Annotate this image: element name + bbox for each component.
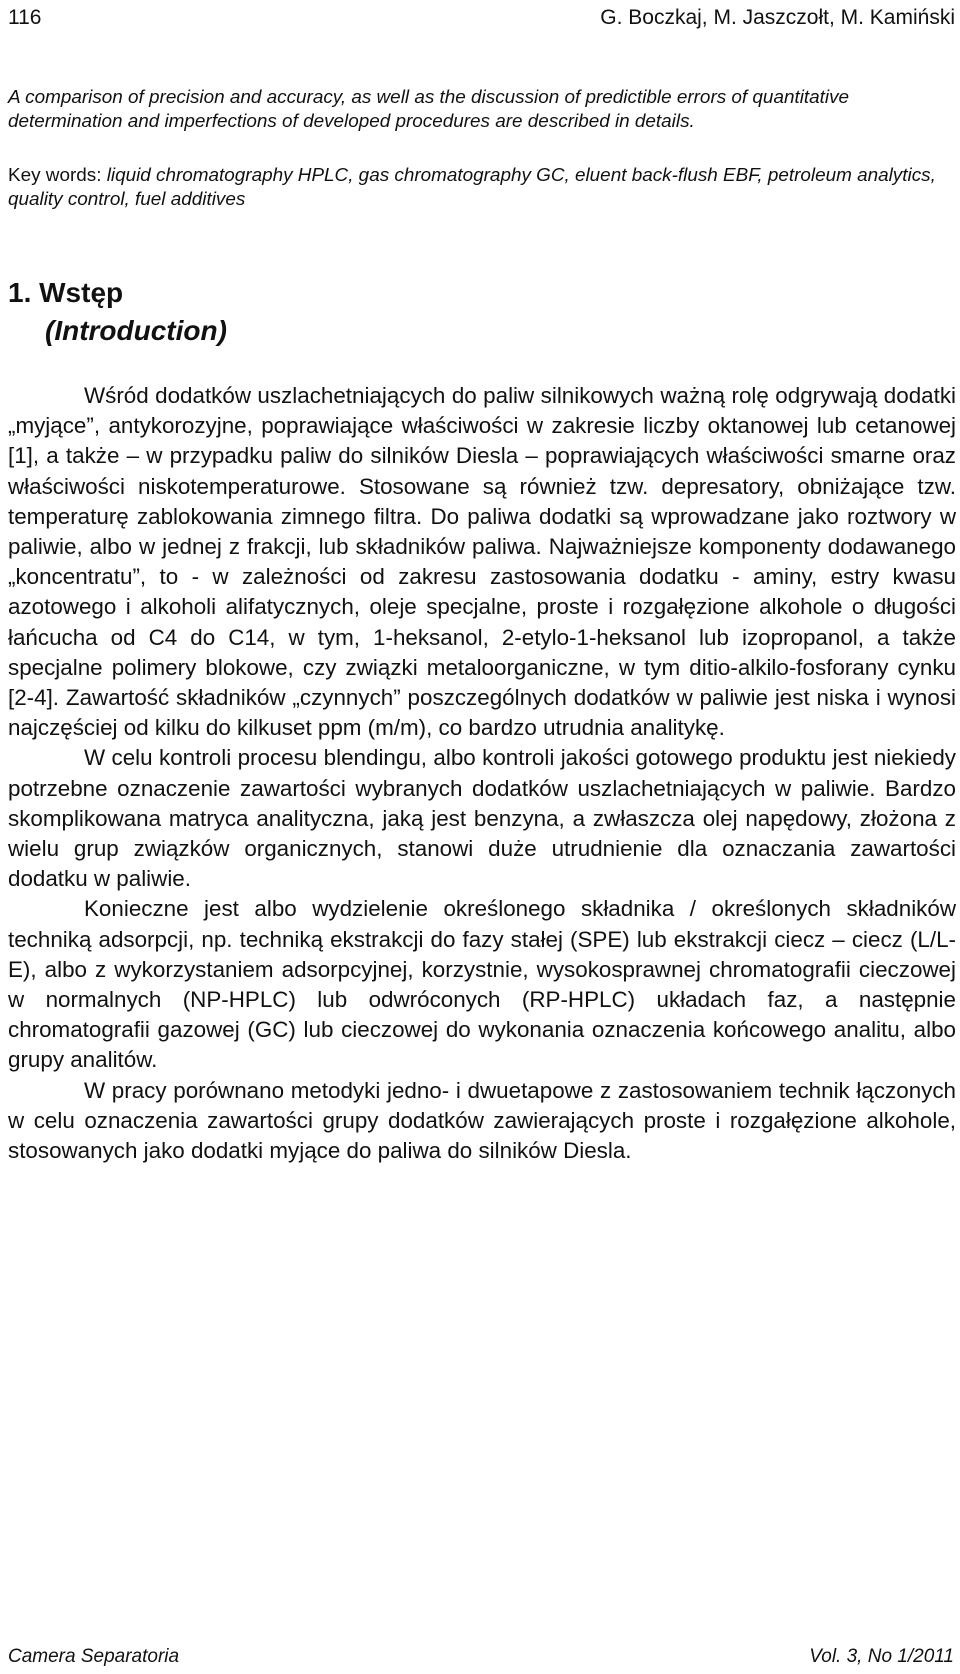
footer-journal: Camera Separatoria	[8, 1646, 180, 1667]
paragraph: Wśród dodatków uszlachetniających do paliw silnikowych ważną rolę odgrywają dodatki „myjące”, antykorozyjne, poprawiające właściwości w zakresie liczby oktanowej lub cetanowej [1], a także – w przypadku paliw do silników Diesla – poprawiających właściwości smarne oraz właściwości niskotemperaturowe. Stosowane są również tzw. depresatory, obniżające tzw. temperaturę zablokowania zimnego filtra. Do paliwa dodatki są wprowadzane jako roztwory w paliwie, albo w jednej z frakcji, lub składników paliwa. Najważniejsze komponenty dodawanego „koncentratu”, to - w zależności od zakresu zastosowania dodatku - aminy, estry kwasu azotowego i alkoholi alifatycznych, oleje specjalne, proste i rozgałęzione alkohole o długości łańcucha od C4 do C14, w tym, 1-heksanol, 2-etylo-1-heksanol lub izopropanol, a także specjalne polimery blokowe, czy związki metaloorganiczne, w tym ditio-alkilo-fosforany cynku [2-4]. Zawartość składników „czynnych” poszczególnych dodatków w paliwie jest niska i wynosi najczęściej od kilku do kilkuset ppm (m/m), co bardzo utrudnia analitykę.	[8, 383, 956, 741]
paragraph: W pracy porównano metodyki jedno- i dwuetapowe z zastosowaniem technik łączonych w celu oznaczenia zawartości grupy dodatków zawierających proste i rozgałęzione alkohole, stosowanych jako dodatki myjące do paliwa do silników Diesla.	[8, 1077, 956, 1164]
paragraph: Konieczne jest albo wydzielenie określonego składnika / określonych składników techniką adsorpcji, np. techniką ekstrakcji do fazy stałej (SPE) lub ekstrakcji ciecz – ciecz (L/L-E), albo z wykorzystaniem adsorpcyjnej, korzystnie, wysokosprawnej chromatografii cieczowej w normalnych (NP-HPLC) lub odwróconych (RP-HPLC) układach faz, a następnie chromatografii gazowej (GC) lub cieczowej do wykonania oznaczenia końcowego analitu, albo grupy analitów.	[8, 896, 956, 1073]
running-header-authors: G. Boczkaj, M. Jaszczołt, M. Kamiński	[600, 6, 955, 29]
page-number: 116	[8, 6, 42, 29]
keywords	[8, 164, 956, 212]
abstract-text: A comparison of precision and accuracy, as well as the discussion of predictible errors of quantitative determination and imperfections of developed procedures are described in details.	[8, 87, 850, 132]
paragraph: W celu kontroli procesu blendingu, albo kontroli jakości gotowego produktu jest niekiedy potrzebne oznaczenie zawartości wybranych dodatków uszlachetniających w paliwie. Bardzo skomplikowana matryca analityczna, jaką jest benzyna, a zwłaszcza olej napędowy, złożona z wielu grup związków organicznych, stanowi duże utrudnienie dla oznaczania zawartości dodatku w paliwie.	[8, 745, 956, 892]
keywords-text: liquid chromatography HPLC, gas chromatography GC, eluent back-flush EBF, petroleum analytics, quality control, fuel additives	[8, 165, 936, 210]
body-text	[8, 381, 956, 1166]
section-title: 1. Wstęp	[8, 277, 124, 308]
keywords-label: Key words:	[8, 165, 107, 186]
footer-volume: Vol. 3, No 1/2011	[809, 1646, 954, 1667]
section-subtitle: (Introduction)	[45, 315, 227, 346]
